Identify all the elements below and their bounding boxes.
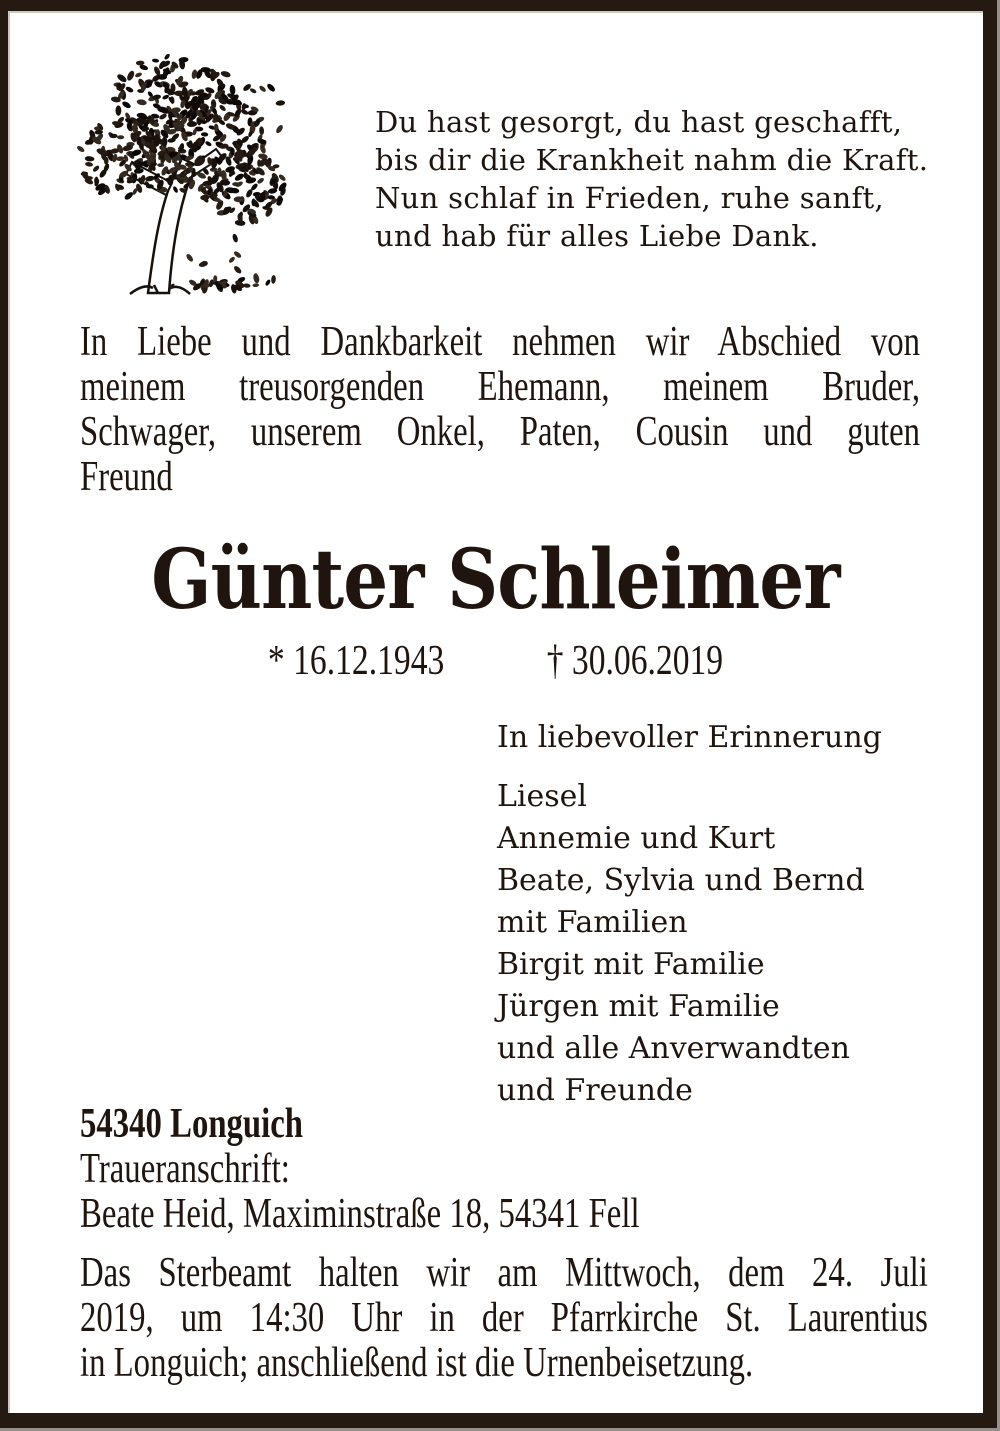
mourner-line: und Freunde — [497, 1073, 693, 1108]
service-line: in Longuich; anschließend ist die Urnenbeisetzung. — [80, 1340, 754, 1386]
life-dates — [106, 638, 886, 684]
memoriam-heading: In liebevoller Erinnerung — [497, 720, 882, 755]
mourner-line: Beate, Sylvia und Bernd — [497, 863, 865, 898]
service-line: 2019, um 14:30 Uhr in der Pfarrkirche St. Laurentius — [80, 1295, 928, 1341]
intro-line: Freund — [80, 454, 173, 500]
intro-line: meinem treusorgenden Ehemann, meinem Bruder, — [80, 364, 921, 410]
falling-leaves-tree-illustration — [70, 31, 288, 299]
condolence-address-label: Traueranschrift: — [80, 1146, 290, 1192]
obituary-content — [8, 11, 983, 1413]
service-line: Das Sterbeamt halten wir am Mittwoch, dem 24. Juli — [80, 1250, 928, 1296]
intro-line: In Liebe und Dankbarkeit nehmen wir Abschied von — [80, 319, 921, 365]
verse-line: Du hast gesorgt, du hast geschafft, — [375, 105, 903, 139]
mourner-line: mit Familien — [497, 905, 688, 940]
deceased-name: Günter Schleimer — [151, 532, 840, 628]
verse-line: bis dir die Krankheit nahm die Kraft. — [375, 143, 929, 177]
mourner-line: Birgit mit Familie — [497, 947, 765, 982]
verse-line: und hab für alles Liebe Dank. — [375, 219, 819, 253]
mourner-line: Liesel — [497, 779, 588, 814]
intro-line: Schwager, unserem Onkel, Paten, Cousin und guten — [80, 409, 921, 455]
funeral-service-info — [80, 1251, 928, 1386]
farewell-introduction — [80, 320, 920, 500]
mourners-list — [497, 776, 865, 1112]
verse-line: Nun schlaf in Frieden, ruhe sanft, — [375, 181, 884, 215]
mourner-line: Annemie und Kurt — [497, 821, 776, 856]
postal-city: 54340 Longuich — [80, 1101, 304, 1147]
mourner-line: Jürgen mit Familie — [497, 989, 780, 1024]
condolence-address-block — [80, 1102, 938, 1237]
memorial-verse — [375, 103, 928, 255]
mourner-line: und alle Anverwandten — [497, 1031, 850, 1066]
condolence-address: Beate Heid, Maximinstraße 18, 54341 Fell — [80, 1191, 640, 1237]
birth-date: * 16.12.1943 — [267, 638, 445, 684]
death-date: † 30.06.2019 — [546, 638, 724, 684]
